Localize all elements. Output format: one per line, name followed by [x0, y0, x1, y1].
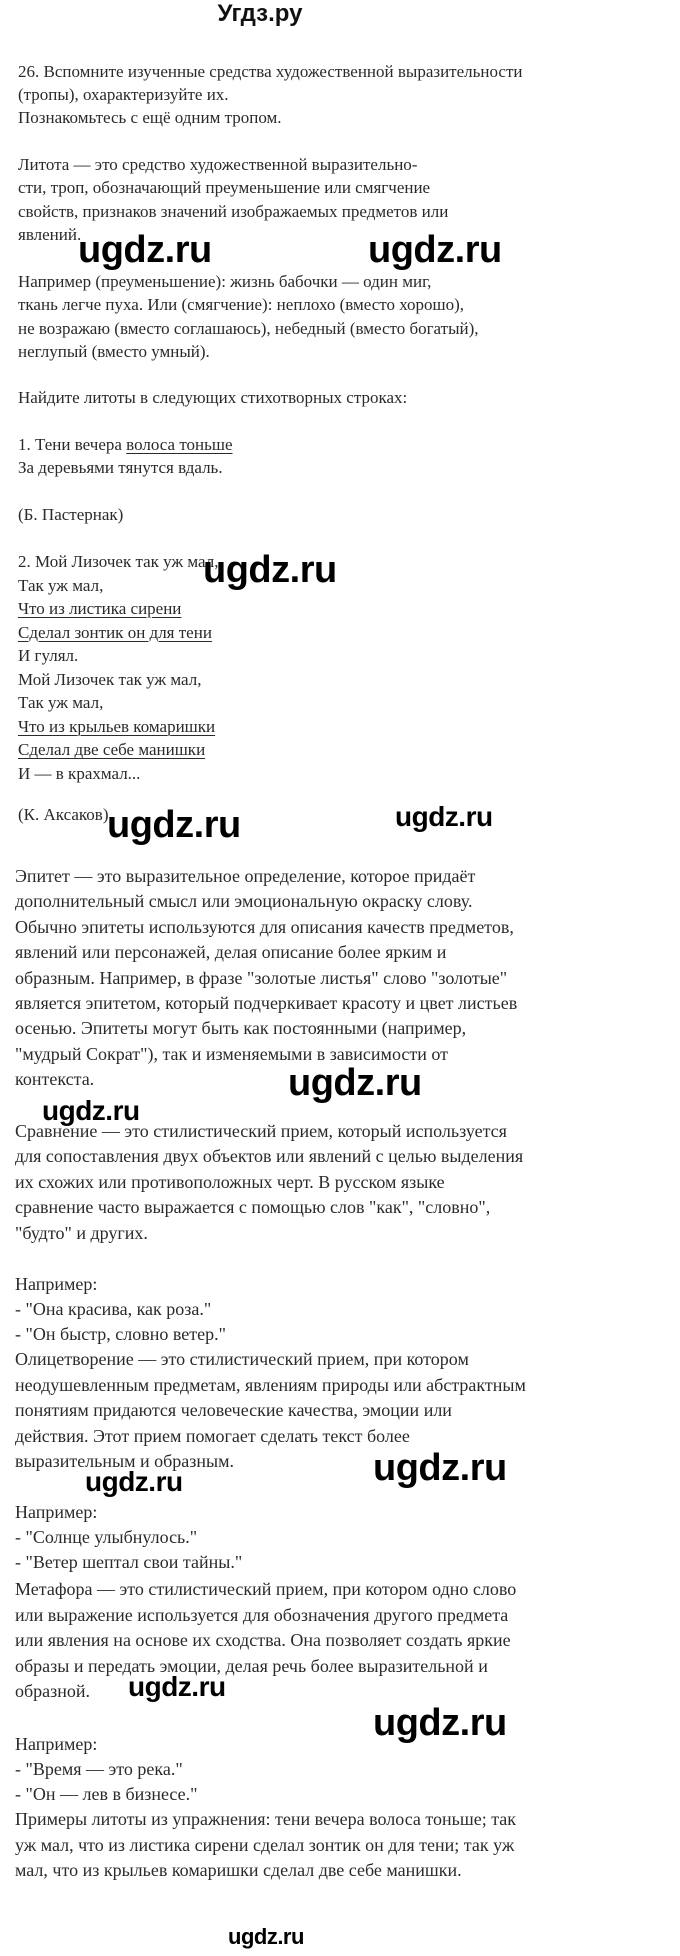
comparison-examples-paragraph [15, 1272, 226, 1347]
instruction-paragraph [18, 386, 407, 409]
text-line [18, 293, 479, 316]
poem-2-paragraph [18, 550, 218, 785]
text-line [15, 1679, 516, 1705]
text: Эпитет — это выразительное определение, которое придаёт [15, 866, 476, 886]
text-line [15, 1500, 242, 1525]
watermark: ugdz.ru [107, 804, 241, 846]
text: Найдите литоты в следующих стихотворных строках: [18, 388, 408, 407]
underlined-text: Сделал две себе манишки [18, 740, 206, 759]
text-line [18, 550, 218, 574]
text: или выражение используется для обозначения другого предмета [15, 1604, 509, 1625]
text: За деревьями тянутся вдаль. [18, 458, 223, 477]
text-line [15, 1221, 523, 1246]
underlined-text: Что из листика сирени [18, 599, 182, 618]
task-paragraph [18, 60, 523, 129]
text-line [15, 1144, 523, 1169]
watermark: ugdz.ru [128, 1671, 226, 1702]
underlined-text: Что из крыльев комаришки [18, 716, 216, 736]
text: свойств, признаков значений изображаемых предметов или [18, 201, 449, 221]
text-line [15, 1373, 526, 1399]
text: - "Он — лев в бизнесе." [15, 1784, 198, 1804]
text: - "Солнце улыбнулось." [15, 1527, 198, 1547]
site-title: Угдз.ру [217, 0, 303, 27]
text: Так уж мал, [18, 693, 104, 712]
metaphor-examples-paragraph [15, 1732, 197, 1807]
text: Метафора — это стилистический прием, при котором одно слово [15, 1579, 517, 1599]
text: неглупый (вместо умный). [18, 341, 210, 361]
text: образной. [15, 1681, 91, 1701]
text-line [15, 1525, 242, 1550]
text-line [15, 1807, 516, 1833]
text-line [18, 340, 479, 363]
text: мал, что из крыльев комаришки сделал две себе манишки. [15, 1860, 462, 1880]
text: образным. Например, в фразе "золотые листья" слово "золотые" [15, 967, 508, 988]
text-line [18, 597, 218, 621]
text: Мой Лизочек так уж мал, [18, 669, 202, 689]
text-line [15, 915, 517, 940]
text-line [18, 386, 407, 409]
text: "будто" и других. [15, 1222, 148, 1243]
text-line [15, 1170, 523, 1195]
text-line [15, 966, 517, 991]
text-line [15, 1067, 517, 1092]
watermark: ugdz.ru [85, 1466, 183, 1497]
text: - "Ветер шептал свои тайны." [15, 1552, 243, 1572]
text-line [15, 1272, 226, 1297]
watermark: ugdz.ru [373, 1702, 507, 1744]
text-line [15, 1654, 516, 1680]
footer-watermark: ugdz.ru [228, 1924, 304, 1949]
text: является эпитетом, который подчеркивает красоту и цвет листьев [15, 993, 518, 1014]
text-line [15, 940, 517, 965]
answer-paragraph [15, 1807, 516, 1884]
text-line [18, 317, 479, 340]
text-line [15, 889, 517, 914]
text: 26. Вспомните изученные средства художественной выразительности [18, 62, 523, 81]
author-1-paragraph [18, 503, 123, 526]
text: Познакомьтесь с ещё одним тропом. [18, 108, 282, 127]
text: дополнительный смысл или эмоциональную окраску слову. [15, 891, 473, 912]
text: Например (преуменьшение): жизнь бабочки — один миг, [18, 272, 432, 291]
text-line [15, 1550, 242, 1575]
text: И гулял. [18, 646, 79, 665]
text-line [18, 106, 523, 129]
text-line [15, 1042, 517, 1067]
text: неодушевленным предметам, явлениям природы или абстрактным [15, 1374, 526, 1395]
text-line [18, 60, 523, 83]
text: выразительным и образным. [15, 1451, 234, 1471]
text: осенью. Эпитеты могут быть как постоянными (например, [15, 1018, 467, 1039]
text: Например: [15, 1734, 98, 1754]
text-line [18, 715, 218, 739]
watermark: ugdz.ru [288, 1062, 422, 1104]
text: Например: [15, 1274, 98, 1294]
watermark: ugdz.ru [42, 1095, 140, 1126]
text-line [15, 1732, 197, 1757]
text: И — в крахмал... [18, 763, 141, 783]
text: 1. Тени вечера [18, 435, 127, 454]
text-line [15, 1628, 516, 1654]
text-line [18, 644, 218, 668]
text: Например: [15, 1502, 98, 1522]
epithet-paragraph [15, 864, 517, 1093]
text-line [15, 1322, 226, 1347]
watermark: ugdz.ru [373, 1447, 507, 1489]
text-line [15, 1833, 516, 1859]
text-line [18, 83, 523, 106]
text: 2. Мой Лизочек так уж мал, [18, 552, 219, 571]
text: (Б. Пастернак) [18, 505, 124, 524]
text-line [15, 1016, 517, 1041]
text-line [15, 1424, 526, 1450]
underlined-text: Сделал зонтик он для тени [18, 622, 212, 642]
text: Обычно эпитеты используются для описания качеств предметов, [15, 916, 514, 937]
text-line [15, 1757, 197, 1782]
text-line [15, 1603, 516, 1629]
text-line [15, 991, 517, 1016]
text-line [15, 1577, 516, 1603]
comparison-paragraph [15, 1119, 523, 1246]
text-line [15, 1858, 516, 1884]
text: - "Он быстр, словно ветер." [15, 1324, 226, 1344]
text-line [18, 803, 109, 826]
text-line [18, 762, 218, 786]
text: Сравнение — это стилистический прием, который используется [15, 1121, 507, 1141]
poem-1-paragraph [18, 433, 233, 479]
text: их схожих или противоположных черт. В русском языке [15, 1171, 445, 1192]
text-line [18, 153, 448, 176]
text: контекста. [15, 1069, 95, 1090]
text: сти, троп, обозначающий преуменьшение или смягчение [18, 178, 431, 198]
author-2-paragraph [18, 803, 109, 826]
text: явлений или персонажей, делая описание более ярким и [15, 942, 447, 963]
text-line [18, 574, 218, 598]
text-line [18, 691, 218, 715]
text-line [18, 433, 233, 456]
text: Литота — это средство художественной выразительно- [18, 155, 418, 174]
text: уж мал, что из листика сирени сделал зонтик он для тени; так уж [15, 1834, 515, 1855]
text: Так уж мал, [18, 575, 104, 595]
watermark: ugdz.ru [78, 229, 212, 271]
text: образы и передать эмоции, делая речь более выразительной и [15, 1655, 488, 1676]
personification-examples-paragraph [15, 1500, 242, 1575]
text: не возражаю (вместо соглашаюсь), небедный (вместо богатый), [18, 318, 479, 338]
text: Примеры литоты из упражнения: тени вечера волоса тоньше; так [15, 1809, 517, 1829]
text-line [18, 503, 123, 526]
text: - "Она красива, как роза." [15, 1299, 212, 1319]
text-line [18, 621, 218, 645]
text-line [18, 200, 448, 223]
text-line [18, 668, 218, 692]
text-line [15, 1782, 197, 1807]
watermark: ugdz.ru [368, 229, 502, 271]
text-line [15, 1297, 226, 1322]
text: (К. Аксаков) [18, 805, 109, 824]
text-line [18, 738, 218, 762]
text: понятиям придаются человеческие качества, эмоции или [15, 1400, 452, 1420]
text-line [15, 1195, 523, 1220]
text: ткань легче пуха. Или (смягчение): неплохо (вместо хорошо), [18, 295, 465, 315]
text-line [15, 1347, 526, 1373]
text: Олицетворение — это стилистический прием, при котором [15, 1349, 469, 1369]
text: (тропы), охарактеризуйте их. [18, 85, 229, 104]
text-line [18, 176, 448, 199]
text: для сопоставления двух объектов или явлений с целью выделения [15, 1146, 524, 1167]
text: - "Время — это река." [15, 1759, 183, 1779]
text: или явления на основе их сходства. Она позволяет создать яркие [15, 1630, 511, 1650]
text-line [15, 1398, 526, 1424]
watermark: ugdz.ru [203, 549, 337, 591]
text: явлений. [18, 224, 82, 244]
metaphor-paragraph [15, 1577, 516, 1705]
text-line [18, 456, 233, 479]
text: сравнение часто выражается с помощью слов "как", "словно", [15, 1197, 491, 1218]
text-line [15, 864, 517, 889]
text: действия. Этот прием помогает сделать текст более [15, 1425, 410, 1446]
text: "мудрый Сократ"), так и изменяемыми в зависимости от [15, 1043, 449, 1064]
text-line [18, 270, 479, 293]
underlined-text: волоса тоньше [126, 435, 233, 454]
litota-examples-paragraph [18, 270, 479, 363]
watermark: ugdz.ru [395, 801, 493, 832]
